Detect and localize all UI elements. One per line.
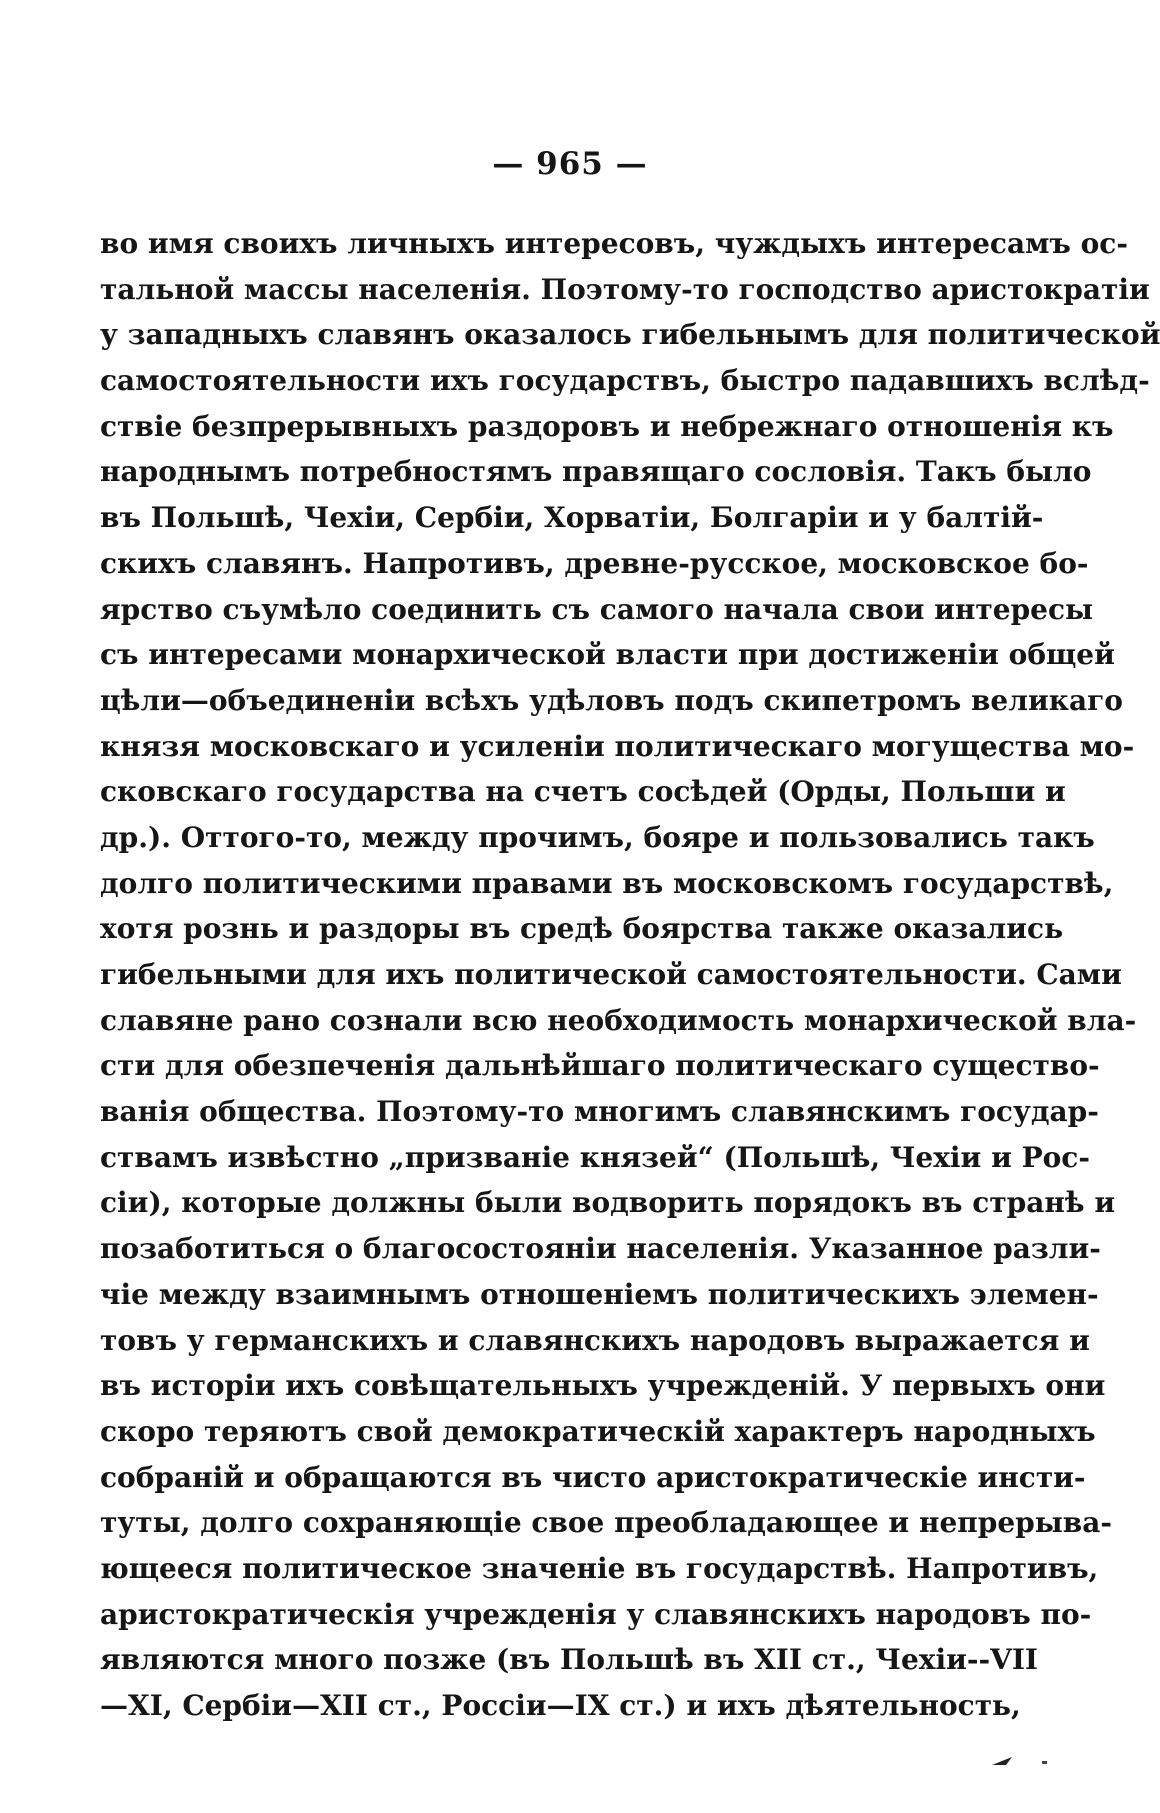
text-line: скоро теряютъ свой демократическій характеръ народныхъ [100,1414,1096,1448]
text-line: скихъ славянъ. Напротивъ, древне-русское, московское бо- [100,546,1089,580]
text-line: гибельными для ихъ политической самостоятельности. Сами [100,958,1122,991]
text-line: ванія общества. Поэтому-то многимъ славянскимъ государ- [100,1095,1099,1129]
text-line: ствамъ извѣстно „призваніе князей“ (Польшѣ, Чехіи и Рос- [100,1140,1090,1174]
text-line: цѣли—объединеніи всѣхъ удѣловъ подъ скипетромъ великаго [100,683,1123,717]
text-line: товъ у германскихъ и славянскихъ народовъ выражается и [100,1323,1090,1357]
text-line: долго политическими правами въ московскомъ государствѣ, [100,866,1114,900]
text-line: —XI, Сербіи—XII ст., Россіи—IX ст.) и ихъ дѣятельность, [100,1689,1021,1722]
text-line: аристократическія учрежденія у славянскихъ народовъ по- [100,1597,1092,1631]
text-line: во имя своихъ личныхъ интересовъ, чуждыхъ интересамъ ос- [100,227,1128,260]
text-line: тальной массы населенія. Поэтому-то господство аристократіи [100,272,1150,306]
text-line: князя московскаго и усиленіи политическаго могущества мо- [100,729,1135,763]
text-line: ярство съумѣло соединить съ самого начала свои интересы [100,592,1094,626]
scan-mark [990,1747,1050,1773]
text-line: др.). Оттого-то, между прочимъ, бояре и пользовались такъ [100,820,1095,854]
text-line: сковскаго государства на счетъ сосѣдей (Орды, Польши и [100,775,1066,809]
page-number: — 965 — [492,146,648,182]
text-line: хотя рознь и раздоры въ средѣ боярства также оказались [100,912,1064,946]
text-line: ствіе безпрерывныхъ раздоровъ и небрежнаго отношенія къ [100,409,1114,443]
text-line: самостоятельности ихъ государствъ, быстро падавшихъ вслѣд- [100,364,1150,398]
text-line: чіе между взаимнымъ отношеніемъ политическихъ элемен- [100,1277,1099,1311]
text-line: въ Польшѣ, Чехіи, Сербіи, Хорватіи, Болгаріи и у балтій- [100,501,1044,535]
body-text [100,221,1160,1729]
text-line: народнымъ потребностямъ правящаго сословія. Такъ было [100,455,1092,489]
text-line: являются много позже (въ Польшѣ въ XII ст., Чехіи--VII [100,1643,1039,1677]
text-line: съ интересами монархической власти при достиженіи общей [100,638,1115,672]
text-line: въ исторіи ихъ совѣщательныхъ учрежденій. У первыхъ они [100,1369,1106,1403]
text-line: славяне рано сознали всю необходимость монархической вла- [100,1003,1137,1037]
text-line: у западныхъ славянъ оказалось гибельнымъ для политической [100,318,1160,352]
scan-mark-icon [990,1753,1050,1767]
text-line: сіи), которые должны были водворить порядокъ въ странѣ и [100,1186,1116,1220]
text-line: ющееся политическое значеніе въ государствѣ. Напротивъ, [100,1551,1099,1585]
text-line: сти для обезпеченія дальнѣйшаго политическаго существо- [100,1049,1100,1083]
text-line: туты, долго сохраняющіе свое преобладающее и непрерыва- [100,1506,1113,1540]
text-line: позаботиться о благосостояніи населенія. Указанное разли- [100,1232,1101,1266]
text-line: собраній и обращаются въ чисто аристократическіе инсти- [100,1460,1086,1494]
